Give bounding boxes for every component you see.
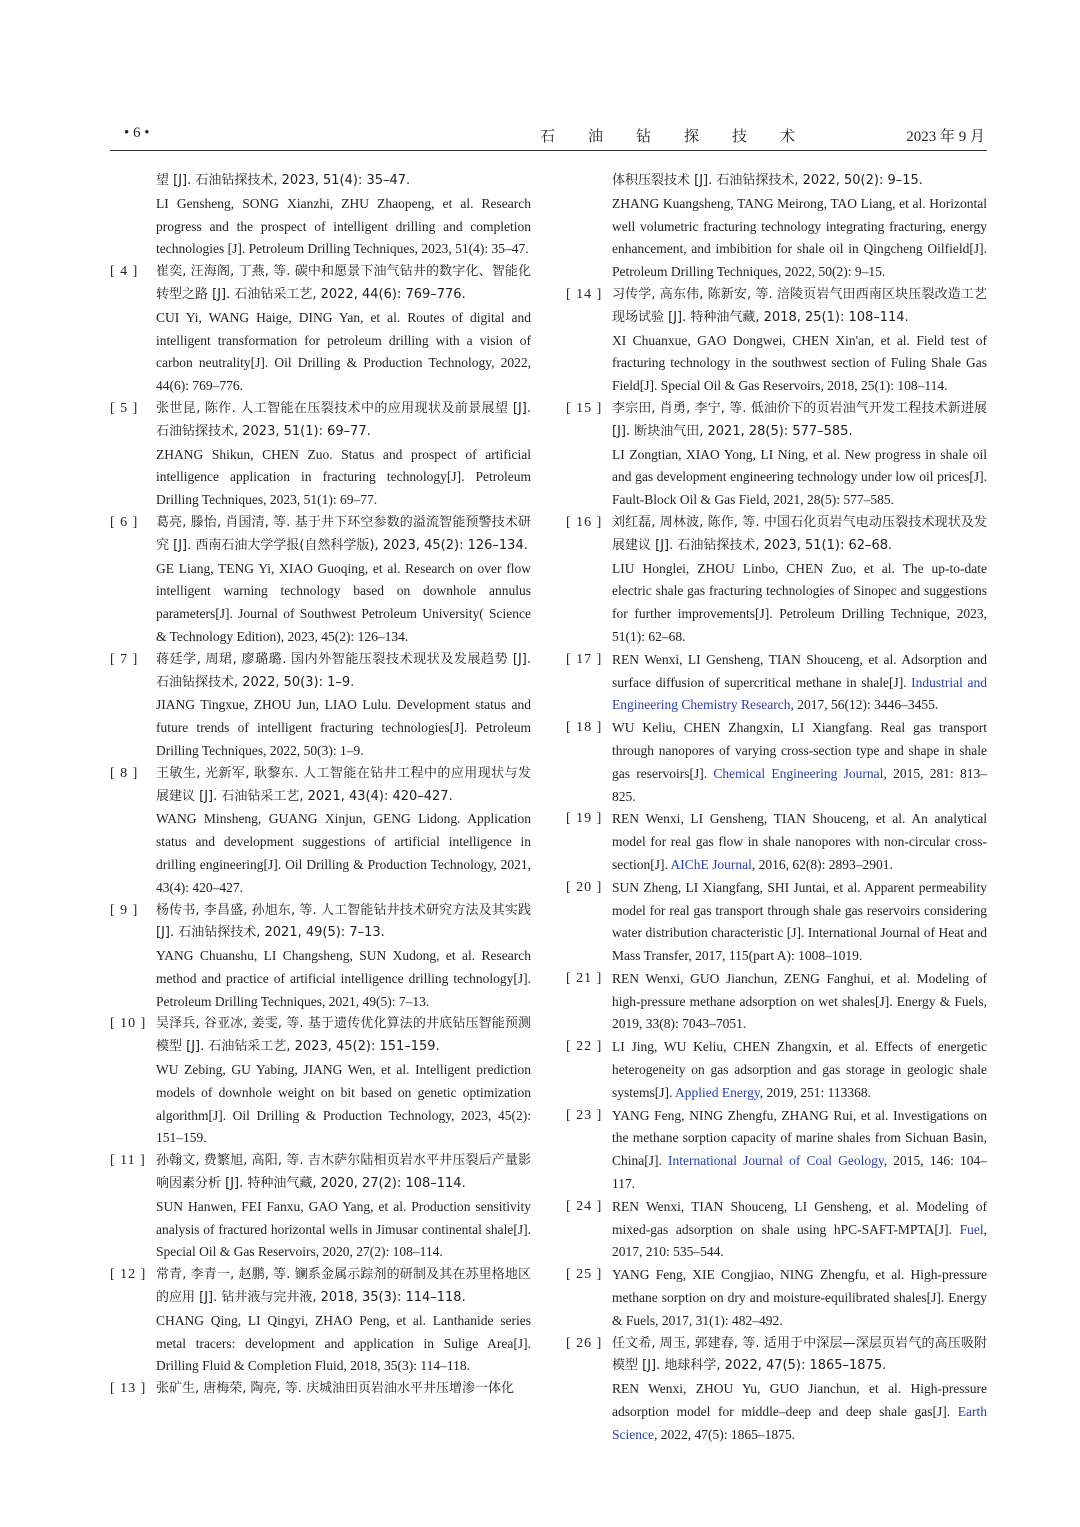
reference-number: [ 10 ] — [110, 1016, 147, 1032]
reference-number: [ 22 ] — [566, 1039, 603, 1055]
reference-english-text — [612, 1105, 987, 1196]
reference-chinese-text: 吴泽兵, 谷亚冰, 姜雯, 等. 基于遗传优化算法的井底钻压智能预测模型 [J]. 石油钻采工艺, 2023, 45(2): 151–159. — [156, 1016, 531, 1055]
reference-text-segment: , 2022, 47(5): 1865–1875. — [653, 1426, 795, 1442]
journal-link[interactable]: Applied Energy — [675, 1084, 760, 1100]
reference-text-segment: WU Keliu, CHEN Zhangxin, LI Xiangfang. Real gas transport through nanopores of varying cross-section type and shape in shale gas reservoirs[J]. — [612, 720, 987, 781]
reference-english-text — [612, 649, 987, 717]
reference-item — [566, 1333, 987, 1447]
reference-text-segment: GE Liang, TENG Yi, XIAO Guoqing, et al. Research on over flow intelligent warning technology based on downhole annulus parameters[J]. Journal of Southwest Petroleum University( Science & Technology Edition), 2023, 45(2): 126–134. — [156, 560, 531, 644]
reference-english-text — [156, 444, 531, 512]
reference-item — [566, 717, 987, 808]
journal-link[interactable]: Earth Science — [612, 1404, 987, 1442]
reference-chinese-text: 蒋廷学, 周珺, 廖璐璐. 国内外智能压裂技术现状及发展趋势 [J]. 石油钻探技术, 2022, 50(3): 1–9. — [156, 651, 531, 690]
reference-item — [566, 284, 987, 398]
reference-english-text — [612, 1378, 987, 1446]
reference-number: [ 6 ] — [110, 514, 139, 530]
reference-text-segment: REN Wenxi, LI Gensheng, TIAN Shouceng, et al. An analytical model for real gas flow in shale nanopores with non-circular cross-section[J]. — [612, 811, 987, 872]
reference-english-text — [612, 1036, 987, 1104]
reference-text-segment: SUN Hanwen, FEI Fanxu, GAO Yang, et al. Production sensitivity analysis of fractured horizontal wells in Jimusar continental shale[J]. Special Oil & Gas Reservoirs, 2020, 27(2): 108–114. — [156, 1198, 531, 1260]
reference-text-segment: JIANG Tingxue, ZHOU Jun, LIAO Lulu. Development status and future trends of intelligent fracturing technologies[J]. Petroleum Drilling Techniques, 2022, 50(3): 1–9. — [156, 697, 531, 758]
reference-text-segment: WU Zebing, GU Yabing, JIANG Wen, et al. Intelligent prediction models of downhole weight on bit based on genetic optimization algorithm[J]. Oil Drilling & Production Technology, 2023, 45(2): 151–159. — [156, 1062, 531, 1146]
reference-number: [ 19 ] — [566, 811, 603, 827]
reference-item — [566, 649, 987, 717]
journal-title: 石油钻探技术 — [540, 129, 829, 145]
reference-english-text — [612, 1196, 987, 1264]
reference-english-text — [156, 558, 531, 649]
reference-number: [ 7 ] — [110, 651, 139, 667]
reference-english-text — [156, 808, 531, 899]
page-header — [110, 120, 987, 151]
reference-number: [ 4 ] — [110, 264, 139, 280]
reference-text-segment: XI Chuanxue, GAO Dongwei, CHEN Xin'an, et al. Field test of fracturing technology in the southwest section of Fuling Shale Gas Field[J]. Special Oil & Gas Reservoirs, 2018, 25(1): 108–114. — [612, 332, 987, 394]
reference-english-text — [612, 558, 987, 649]
reference-item — [566, 1264, 987, 1332]
reference-item — [110, 1013, 531, 1150]
reference-chinese-text: 习传学, 高东伟, 陈新安, 等. 涪陵页岩气田西南区块压裂改造工艺现场试验 [J]. 特种油气藏, 2018, 25(1): 108–114. — [612, 286, 987, 325]
reference-item — [566, 877, 987, 968]
reference-text-segment: , 2019, 251: 113368. — [759, 1084, 871, 1100]
reference-text-segment: REN Wenxi, LI Gensheng, TIAN Shouceng, et al. Adsorption and surface diffusion of supercritical methane in shale[J]. — [612, 651, 987, 690]
reference-english-text — [156, 1196, 531, 1264]
reference-english-text — [612, 330, 987, 398]
reference-chinese-text: 王敏生, 光新军, 耿黎东. 人工智能在钻井工程中的应用现状与发展建议 [J]. 石油钻采工艺, 2021, 43(4): 420–427. — [156, 765, 531, 804]
reference-item — [566, 170, 987, 284]
reference-text-segment: LIU Honglei, ZHOU Linbo, CHEN Zuo, et al. The up-to-date electric shale gas fracturing technologies of Sinopec and suggestions for further improvements[J]. Petroleum Drilling Technique, 2023, 51(1): 62–68. — [612, 560, 987, 644]
reference-english-text — [156, 307, 531, 398]
reference-chinese-text: 望 [J]. 石油钻探技术, 2023, 51(4): 35–47. — [156, 173, 411, 188]
journal-link[interactable]: AIChE Journal — [670, 856, 752, 872]
reference-number: [ 26 ] — [566, 1335, 603, 1351]
reference-number: [ 17 ] — [566, 651, 603, 667]
reference-number: [ 5 ] — [110, 400, 139, 416]
reference-item — [110, 1264, 531, 1378]
reference-chinese-text: 孙翰文, 费繁旭, 高阳, 等. 吉木萨尔陆相页岩水平井压裂后产量影响因素分析 [J]. 特种油气藏, 2020, 27(2): 108–114. — [156, 1153, 531, 1192]
reference-text-segment: REN Wenxi, GUO Jianchun, ZENG Fanghui, et al. Modeling of high-pressure methane adsorption on wet shales[J]. Energy & Fuels, 2019, 33(8): 7043–7051. — [612, 970, 987, 1032]
reference-number: [ 9 ] — [110, 902, 139, 918]
reference-number: [ 25 ] — [566, 1267, 603, 1283]
reference-text-segment: LI Jing, WU Keliu, CHEN Zhangxin, et al. Effects of energetic heterogeneity on gas adsorption and gas storage in geologic shale systems[J]. — [612, 1039, 987, 1100]
issue-date: 2023 年 9 月 — [906, 129, 985, 145]
right-column — [566, 170, 987, 1447]
reference-number: [ 18 ] — [566, 720, 603, 736]
reference-english-text — [156, 193, 531, 261]
reference-item — [110, 170, 531, 261]
reference-chinese-text: 崔奕, 汪海阁, 丁燕, 等. 碳中和愿景下油气钻井的数字化、智能化转型之路 [J]. 石油钻采工艺, 2022, 44(6): 769–776. — [156, 264, 531, 302]
reference-english-text — [612, 877, 987, 968]
journal-link[interactable]: International Journal of Coal Geology — [668, 1153, 884, 1169]
reference-item — [566, 808, 987, 876]
reference-item — [110, 1150, 531, 1264]
reference-chinese-text: 葛亮, 滕怡, 肖国清, 等. 基于井下环空参数的溢流智能预警技术研究 [J]. 西南石油大学学报(自然科学版), 2023, 45(2): 126–134. — [156, 514, 531, 553]
reference-item — [110, 900, 531, 1014]
reference-item — [566, 968, 987, 1036]
left-column — [110, 170, 531, 1401]
reference-number: [ 21 ] — [566, 970, 603, 986]
reference-item — [566, 398, 987, 512]
reference-chinese-text: 体积压裂技术 [J]. 石油钻探技术, 2022, 50(2): 9–15. — [612, 173, 923, 188]
reference-chinese-text: 刘红磊, 周林波, 陈作, 等. 中国石化页岩气电动压裂技术现状及发展建议 [J]. 石油钻探技术, 2023, 51(1): 62–68. — [612, 514, 987, 553]
reference-item — [566, 1036, 987, 1104]
reference-item — [110, 763, 531, 900]
reference-english-text — [612, 968, 987, 1036]
reference-text-segment: , 2016, 62(8): 2893–2901. — [751, 856, 893, 872]
reference-item — [566, 1196, 987, 1264]
page-number: • 6 • — [124, 125, 150, 141]
reference-item — [110, 398, 531, 512]
reference-number: [ 8 ] — [110, 765, 139, 781]
reference-chinese-text: 张世昆, 陈作. 人工智能在压裂技术中的应用现状及前景展望 [J]. 石油钻探技术, 2023, 51(1): 69–77. — [156, 400, 531, 439]
reference-number: [ 23 ] — [566, 1107, 603, 1123]
reference-number: [ 14 ] — [566, 286, 603, 302]
reference-english-text — [612, 193, 987, 284]
reference-number: [ 12 ] — [110, 1267, 147, 1283]
reference-english-text — [612, 808, 987, 876]
reference-item — [110, 512, 531, 649]
reference-text-segment: YANG Feng, XIE Congjiao, NING Zhengfu, et al. High-pressure methane sorption on dry and moisture-equilibrated shales[J]. Energy & Fuels, 2017, 31(1): 482–492. — [612, 1267, 987, 1328]
reference-chinese-text: 张矿生, 唐梅荣, 陶亮, 等. 庆城油田页岩油水平井压增渗一体化 — [156, 1381, 515, 1397]
reference-text-segment: ZHANG Shikun, CHEN Zuo. Status and prospect of artificial intelligence application in fracturing technology[J]. Petroleum Drilling Techniques, 2023, 51(1): 69–77. — [156, 446, 531, 508]
reference-text-segment: , 2017, 56(12): 3446–3455. — [790, 697, 939, 713]
journal-link[interactable]: Industrial and Engineering Chemistry Research — [612, 674, 987, 713]
reference-number: [ 11 ] — [110, 1153, 146, 1169]
reference-english-text — [612, 717, 987, 808]
reference-english-text — [156, 1059, 531, 1150]
reference-item — [566, 512, 987, 649]
reference-text-segment: YANG Feng, NING Zhengfu, ZHANG Rui, et al. Investigations on the methane sorption capacity of marine shales from Sichuan Basin, China[J]. — [612, 1107, 987, 1169]
reference-item — [110, 1378, 531, 1401]
reference-text-segment: LI Gensheng, SONG Xianzhi, ZHU Zhaopeng, et al. Research progress and the prospect of intelligent drilling and completion technologies [J]. Petroleum Drilling Techniques, 2023, 51(4): 35–47. — [156, 195, 531, 257]
reference-number: [ 16 ] — [566, 514, 603, 530]
reference-english-text — [612, 444, 987, 512]
reference-item — [110, 649, 531, 763]
reference-text-segment: REN Wenxi, ZHOU Yu, GUO Jianchun, et al. High-pressure adsorption model for middle–deep and deep shale gas[J]. — [612, 1381, 987, 1420]
reference-english-text — [156, 945, 531, 1013]
reference-text-segment: , 2015, 281: 813–825. — [612, 765, 987, 804]
reference-text-segment: CHANG Qing, LI Qingyi, ZHAO Peng, et al. Lanthanide series metal tracers: development and application in Sulige Area[J]. Drilling Fluid & Completion Fluid, 2018, 35(3): 114–118. — [156, 1312, 531, 1374]
journal-link[interactable]: Chemical Engineering Journal — [713, 765, 884, 781]
reference-english-text — [156, 694, 531, 762]
reference-text-segment: SUN Zheng, LI Xiangfang, SHI Juntai, et al. Apparent permeability model for real gas transport through shale gas reservoirs considering water distribution characteristic [J]. International Journal of Heat and Mass Transfer, 2017, 115(part A): 1008–1019. — [612, 879, 987, 964]
reference-item — [566, 1105, 987, 1196]
reference-text-segment: YANG Chuanshu, LI Changsheng, SUN Xudong, et al. Research method and practice of artificial intelligence drilling technology[J]. Petroleum Drilling Techniques, 2021, 49(5): 7–13. — [156, 948, 531, 1009]
reference-chinese-text: 李宗田, 肖勇, 李宁, 等. 低油价下的页岩油气开发工程技术新进展 [J]. 断块油气田, 2021, 28(5): 577–585. — [612, 400, 987, 439]
reference-text-segment: ZHANG Kuangsheng, TANG Meirong, TAO Liang, et al. Horizontal well volumetric fracturing technology integrating fracturing, energy enhancement, and imbibition for shale oil in Qingcheng Oilfield[J]. Petroleum Drilling Techniques, 2022, 50(2): 9–15. — [612, 195, 987, 280]
reference-item — [110, 261, 531, 398]
reference-text-segment: REN Wenxi, TIAN Shouceng, LI Gensheng, et al. Modeling of mixed-gas adsorption on shale using hPC-SAFT-MPTA[J]. — [612, 1198, 987, 1237]
reference-english-text — [612, 1264, 987, 1332]
reference-number: [ 24 ] — [566, 1198, 603, 1214]
reference-text-segment: LI Zongtian, XIAO Yong, LI Ning, et al. New progress in shale oil and gas development engineering technology under low oil prices[J]. Fault-Block Oil & Gas Field, 2021, 28(5): 577–585. — [612, 446, 987, 508]
reference-chinese-text: 常青, 李青一, 赵鹏, 等. 镧系金属示踪剂的研制及其在苏里格地区的应用 [J]. 钻井液与完井液, 2018, 35(3): 114–118. — [156, 1267, 531, 1306]
reference-text-segment: CUI Yi, WANG Haige, DING Yan, et al. Routes of digital and intelligent transformation for petroleum drilling with a vision of carbon neutrality[J]. Oil Drilling & Production Technology, 2022, 44(6): 769–776. — [156, 309, 531, 394]
journal-link[interactable]: Fuel — [959, 1221, 984, 1237]
reference-chinese-text: 任文希, 周玉, 郭建春, 等. 适用于中深层—深层页岩气的高压吸附模型 [J]. 地球科学, 2022, 47(5): 1865–1875. — [612, 1335, 987, 1374]
reference-text-segment: , 2015, 146: 104–117. — [612, 1153, 987, 1192]
reference-text-segment: WANG Minsheng, GUANG Xinjun, GENG Lidong. Application status and development suggestions of artificial intelligence in drilling engineering[J]. Oil Drilling & Production Technology, 2021, 43(4): 420–427. — [156, 811, 531, 895]
reference-text-segment: , 2017, 210: 535–544. — [612, 1221, 987, 1260]
reference-english-text — [156, 1310, 531, 1378]
reference-number: [ 20 ] — [566, 879, 603, 895]
reference-number: [ 15 ] — [566, 400, 603, 416]
reference-number: [ 13 ] — [110, 1381, 147, 1397]
reference-chinese-text: 杨传书, 李昌盛, 孙旭东, 等. 人工智能钻井技术研究方法及其实践 [J]. 石油钻探技术, 2021, 49(5): 7–13. — [156, 902, 531, 941]
